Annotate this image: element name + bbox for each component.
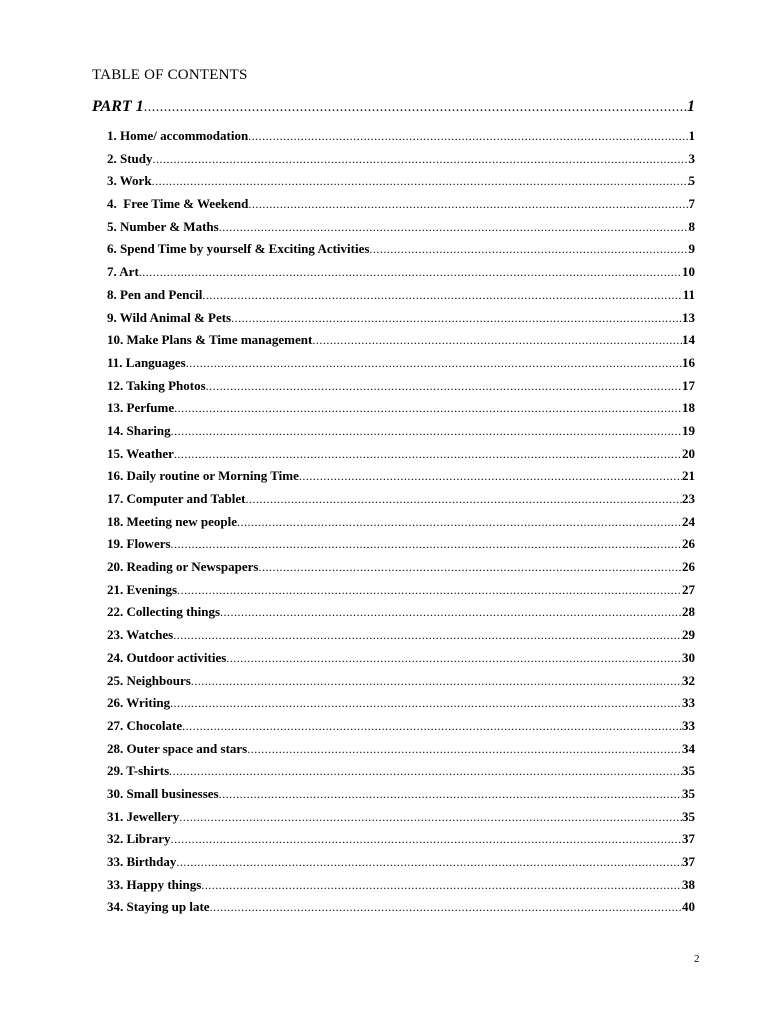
toc-entry-label: 15. Weather	[107, 445, 174, 461]
toc-entry-label: 24. Outdoor activities	[107, 649, 227, 665]
toc-entry[interactable]	[107, 375, 695, 398]
toc-entry[interactable]	[107, 783, 695, 806]
toc-entry[interactable]	[107, 193, 695, 216]
toc-entry-label: 7. Art	[107, 264, 139, 280]
toc-entry-label: 19. Flowers	[107, 536, 171, 552]
toc-part-entry[interactable]	[92, 98, 695, 120]
dot-leader	[219, 216, 689, 239]
toc-entry-page-number: 18	[682, 400, 695, 416]
toc-entry-label: 34. Staying up late	[107, 899, 210, 915]
toc-entry[interactable]	[107, 624, 695, 647]
toc-entry[interactable]	[107, 488, 695, 511]
toc-entry[interactable]	[107, 329, 695, 352]
toc-entry-label: 28. Outer space and stars	[107, 740, 248, 756]
toc-entry[interactable]	[107, 715, 695, 738]
toc-entry-label: 33. Happy things	[107, 876, 202, 892]
dot-leader	[144, 100, 687, 116]
toc-entry-page-number: 28	[682, 604, 695, 620]
toc-entry[interactable]	[107, 692, 695, 715]
dot-leader	[226, 647, 682, 670]
dot-leader	[191, 670, 682, 693]
toc-entry-label: 3. Work	[107, 173, 152, 189]
toc-entry-page-number: 9	[688, 241, 695, 257]
toc-entry-page-number: 30	[682, 649, 695, 665]
dot-leader	[182, 715, 682, 738]
dot-leader	[220, 601, 682, 624]
toc-entry-label: 33. Birthday	[107, 854, 177, 869]
page-number: 2	[694, 953, 700, 965]
toc-entry[interactable]	[107, 738, 695, 761]
dot-leader	[210, 896, 682, 919]
toc-entry[interactable]	[107, 874, 695, 897]
toc-entry-page-number: 24	[682, 513, 695, 529]
toc-entry-label: 17. Computer and Tablet	[107, 491, 246, 506]
toc-entry-page-number: 37	[682, 831, 695, 847]
part-label: PART 1	[92, 98, 144, 115]
toc-entry[interactable]	[107, 533, 695, 556]
toc-entry[interactable]	[107, 670, 695, 693]
toc-entry[interactable]	[107, 420, 695, 443]
dot-leader	[174, 443, 682, 466]
toc-entry-page-number: 40	[682, 899, 695, 915]
dot-leader	[171, 420, 682, 443]
dot-leader	[206, 375, 682, 398]
dot-leader	[237, 511, 682, 534]
toc-entry-page-number: 38	[682, 876, 695, 892]
toc-entry-label: 2. Study	[107, 150, 153, 166]
toc-entry-page-number: 35	[682, 763, 695, 779]
toc-entry-page-number: 14	[682, 332, 695, 348]
toc-entry-page-number: 26	[682, 559, 695, 575]
toc-entry-label: 29. T-shirts	[107, 763, 170, 779]
toc-entry-page-number: 27	[682, 581, 695, 597]
dot-leader	[248, 193, 688, 216]
dot-leader	[248, 125, 688, 148]
toc-entry-label: 10. Make Plans & Time management	[107, 332, 313, 348]
toc-entry-page-number: 16	[682, 354, 695, 370]
dot-leader	[299, 465, 682, 488]
toc-entry-label: 21. Evenings	[107, 581, 178, 597]
toc-entry-page-number: 10	[682, 264, 695, 280]
toc-entry-label: 27. Chocolate	[107, 717, 183, 733]
dot-leader	[186, 352, 682, 375]
dot-leader	[169, 760, 682, 783]
toc-entry-label: 30. Small businesses	[107, 785, 219, 801]
toc-entry-page-number: 19	[682, 422, 695, 438]
dot-leader	[231, 307, 682, 330]
toc-entry[interactable]	[107, 352, 695, 375]
dot-leader	[202, 284, 682, 307]
dot-leader	[176, 851, 682, 874]
dot-leader	[174, 397, 682, 420]
toc-entry-label: 26. Writing	[107, 695, 171, 711]
dot-leader	[153, 148, 689, 171]
toc-entry[interactable]	[107, 851, 695, 874]
dot-leader	[247, 738, 682, 761]
toc-entry-label: 5. Number & Maths	[107, 218, 219, 234]
toc-entry[interactable]	[107, 170, 695, 193]
toc-entry[interactable]	[107, 806, 695, 829]
toc-entry-label: 23. Watches	[107, 627, 174, 643]
dot-leader	[179, 806, 682, 829]
toc-entry-label: 25. Neighbours	[107, 672, 191, 688]
toc-entry-label: 13. Perfume	[107, 400, 175, 416]
toc-entry[interactable]	[107, 556, 695, 579]
toc-entry-page-number: 21	[682, 468, 695, 484]
toc-entry-page-number: 35	[682, 785, 695, 801]
toc-entry-label: 31. Jewellery	[107, 808, 180, 824]
toc-entry-label: 11. Languages	[107, 354, 186, 370]
toc-entry[interactable]	[107, 238, 695, 261]
toc-entry-page-number: 20	[682, 445, 695, 461]
toc-entry-label: 8. Pen and Pencil	[107, 286, 203, 302]
dot-leader	[312, 329, 682, 352]
toc-entry-page-number: 8	[688, 218, 695, 234]
dot-leader	[171, 828, 682, 851]
toc-entry-page-number: 5	[688, 173, 695, 189]
toc-entry-page-number: 35	[682, 808, 695, 824]
toc-entry[interactable]	[107, 216, 695, 239]
toc-entry-page-number: 34	[682, 740, 695, 756]
dot-leader	[219, 783, 682, 806]
toc-entry-label: 22. Collecting things	[107, 604, 221, 620]
toc-entry[interactable]	[107, 397, 695, 420]
toc-entry[interactable]	[107, 511, 695, 534]
dot-leader	[201, 874, 682, 897]
toc-entry[interactable]	[107, 896, 695, 919]
dot-leader	[171, 533, 682, 556]
toc-entry-page-number: 32	[682, 672, 695, 688]
toc-entry-label: 12. Taking Photos	[107, 377, 206, 393]
toc-entry-page-number: 26	[682, 536, 695, 552]
toc-entry-label: 20. Reading or Newspapers	[107, 559, 259, 575]
dot-leader	[258, 556, 682, 579]
toc-entry-page-number: 11	[682, 286, 695, 302]
toc-entry-label: 14. Sharing	[107, 422, 171, 438]
dot-leader	[369, 238, 688, 261]
toc-entry[interactable]	[107, 601, 695, 624]
dot-leader	[177, 579, 682, 602]
toc-entry-label: 6. Spend Time by yourself & Exciting Activities	[107, 241, 370, 257]
toc-entry[interactable]	[107, 261, 695, 284]
toc-heading: TABLE OF CONTENTS	[92, 67, 248, 83]
toc-entry-page-number: 17	[682, 377, 695, 393]
toc-entry-page-number: 7	[688, 196, 695, 212]
dot-leader	[173, 624, 682, 647]
toc-entry[interactable]	[107, 465, 695, 488]
dot-leader	[170, 692, 682, 715]
toc-entry-page-number: 3	[688, 150, 695, 166]
toc-entry-page-number: 13	[682, 309, 695, 325]
dot-leader	[139, 261, 682, 284]
toc-entry-page-number: 33	[682, 717, 695, 733]
toc-entry-label: 16. Daily routine or Morning Time	[107, 468, 299, 484]
toc-entry[interactable]	[107, 828, 695, 851]
toc-entry-label: 4. Free Time & Weekend	[107, 196, 249, 212]
toc-entry[interactable]	[107, 760, 695, 783]
toc-entry-label: 9. Wild Animal & Pets	[107, 309, 232, 325]
toc-entry-page-number: 33	[682, 695, 695, 711]
toc-entry-page-number: 23	[682, 491, 695, 506]
toc-entry-page-number: 29	[682, 627, 695, 643]
toc-entry[interactable]	[107, 443, 695, 466]
toc-entry[interactable]	[107, 125, 695, 148]
toc-entry[interactable]	[107, 307, 695, 330]
toc-entry[interactable]	[107, 579, 695, 602]
toc-entry-page-number: 37	[682, 854, 695, 869]
toc-entry[interactable]	[107, 148, 695, 171]
toc-entry-label: 18. Meeting new people	[107, 513, 237, 529]
toc-entry-page-number: 1	[688, 128, 695, 143]
dot-leader	[245, 488, 682, 511]
toc-entry-label: 32. Library	[107, 831, 171, 847]
part-page-number: 1	[687, 98, 695, 115]
toc-entry-label: 1. Home/ accommodation	[107, 128, 249, 143]
toc-entry[interactable]	[107, 647, 695, 670]
toc-list	[107, 125, 695, 919]
dot-leader	[152, 170, 689, 193]
toc-entry[interactable]	[107, 284, 695, 307]
